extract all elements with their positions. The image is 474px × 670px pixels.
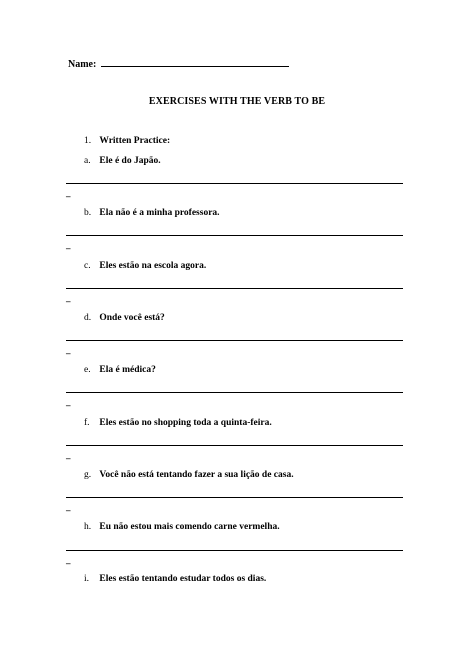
exercise-item [84,261,206,271]
exercise-item [84,418,272,428]
answer-line[interactable] [66,445,403,446]
item-sentence: Eles estão na escola agora. [99,261,207,271]
exercise-item [84,313,165,323]
answer-line[interactable] [66,340,403,341]
section-number: 1. [84,136,92,146]
item-letter: d. [84,313,92,323]
exercise-item [84,156,161,166]
answer-dash: – [66,296,71,306]
answer-dash: – [66,348,71,358]
answer-line[interactable] [66,497,403,498]
answer-line[interactable] [66,550,403,551]
exercise-item [84,574,266,584]
item-letter: a. [84,156,91,166]
item-letter: h. [84,522,92,532]
answer-dash: – [66,453,71,463]
name-field [68,57,289,70]
answer-dash: – [66,243,71,253]
item-sentence: Ela é médica? [99,365,156,375]
answer-line[interactable] [66,183,403,184]
page-title: EXERCISES WITH THE VERB TO BE [148,96,326,107]
item-letter: b. [84,208,92,218]
item-letter: i. [84,574,90,584]
section-label: Written Practice: [99,136,171,146]
item-sentence: Ele é do Japão. [99,156,161,166]
item-letter: c. [84,261,91,271]
name-label: Name: [68,59,97,70]
item-letter: e. [84,365,91,375]
item-sentence: Eles estão tentando estudar todos os dias. [99,574,267,584]
answer-dash: – [66,505,71,515]
answer-dash: – [66,191,71,201]
item-sentence: Eu não estou mais comendo carne vermelha. [99,522,280,532]
item-letter: g. [84,470,92,480]
item-letter: f. [84,418,90,428]
item-sentence: Onde você está? [99,313,165,323]
exercise-item [84,365,156,375]
answer-line[interactable] [66,235,403,236]
exercise-item [84,522,280,532]
exercise-item [84,470,294,480]
exercise-item [84,208,220,218]
answer-line[interactable] [66,288,403,289]
answer-dash: – [66,558,71,568]
item-sentence: Você não está tentando fazer a sua lição de casa. [99,470,294,480]
item-sentence: Ela não é a minha professora. [99,208,220,218]
item-sentence: Eles estão no shopping toda a quinta-feira. [99,418,272,428]
answer-line[interactable] [66,392,403,393]
name-blank-line[interactable] [101,57,289,67]
section-heading [84,136,170,146]
answer-dash: – [66,400,71,410]
